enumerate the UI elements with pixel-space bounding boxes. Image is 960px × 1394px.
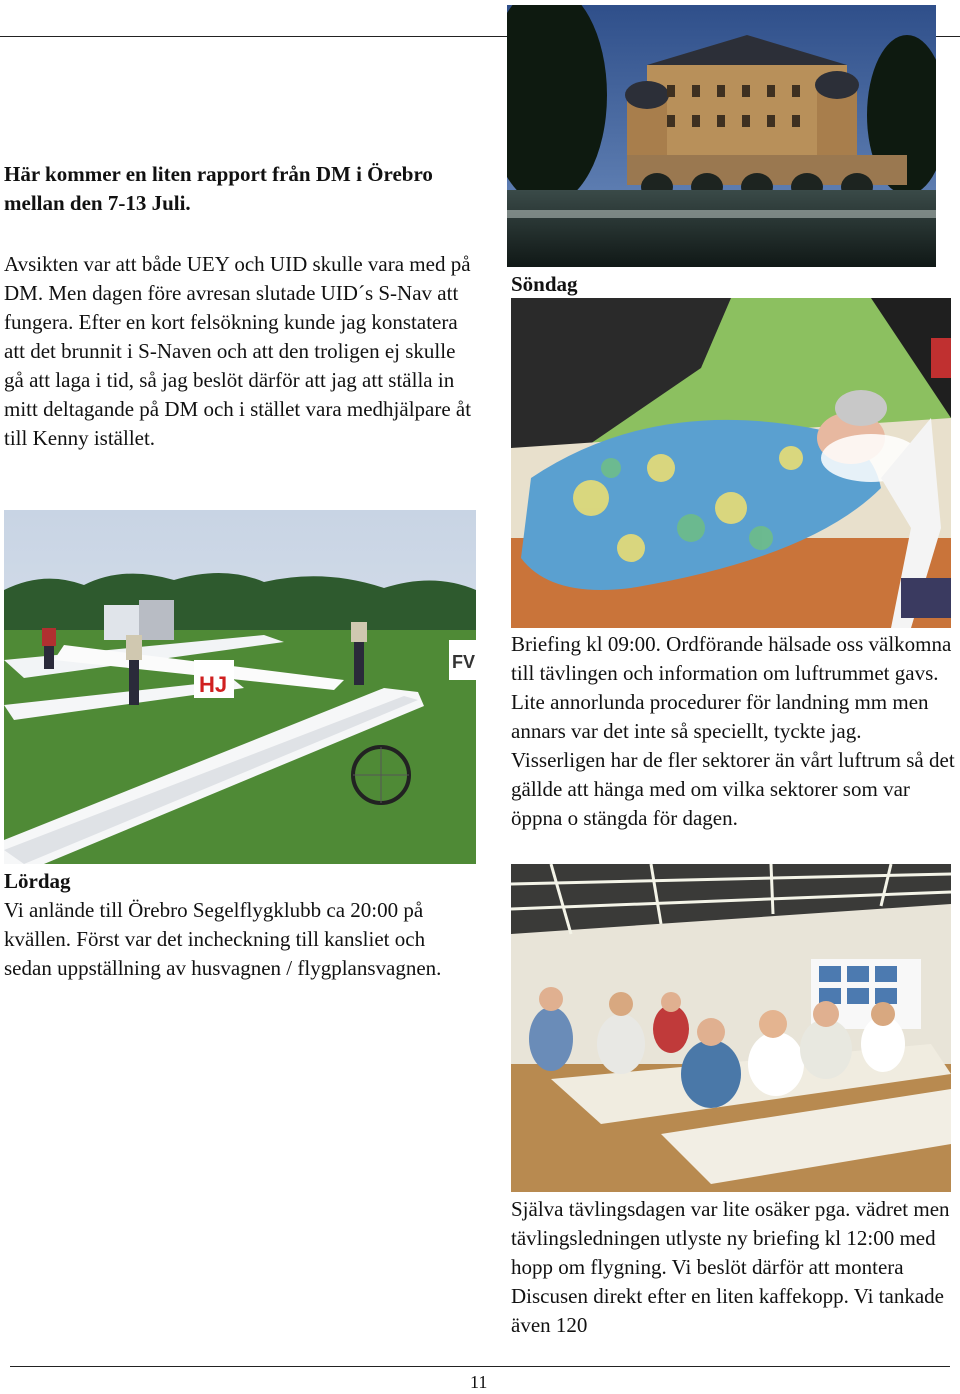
sondag-body: Briefing kl 09:00. Ordförande hälsade oss välkomna till tävlingen och information om luftrummet gavs. Lite annorlunda procedurer för landning mm men annars var det inte så speciellt, tyckte jag. Visserligen har de fler sektorer än vårt luftrum så det gällde att hänga med om vilka sektorer som var öppna o stängda för dagen. — [511, 632, 955, 830]
sleeping-photo — [511, 298, 951, 628]
intro-body: Avsikten var att både UEY och UID skulle vara med på DM. Men dagen före avresan slutade UID´s S-Nav att fungera. Efter en kort felsökning kunde jag konstatera att det brunnit i S-Naven och att den troligen ej skulle gå att laga i tid, så jag beslöt därför att jag att ställa in mitt deltagande på DM och i stället vara medhjälpare åt till Kenny istället. — [4, 252, 472, 450]
lordag-body: Vi anlände till Örebro Segelflygklubb ca 20:00 på kvällen. Först var det incheckning till kansliet och sedan uppställning av husvagnen / flygplansvagnen. — [4, 898, 442, 980]
castle-photo — [507, 5, 936, 267]
briefing-photo — [511, 864, 951, 1192]
page-number: 11 — [470, 1372, 488, 1392]
gliders-photo — [4, 510, 476, 864]
tavling-body: Själva tävlingsdagen var lite osäker pga. vädret men tävlingsledningen utlyste ny briefing kl 12:00 med hopp om flygning. Vi beslöt därför att montera Discusen direkt efter en liten kaffekopp. Vi tankade även 120 — [511, 1197, 950, 1337]
bottom-rule — [10, 1366, 950, 1367]
sondag-heading: Söndag — [511, 272, 578, 296]
glider-tail-hj: HJ — [199, 672, 228, 697]
glider-tail-fv: FV — [452, 652, 476, 672]
intro-heading: Här kommer en liten rapport från DM i Örebro mellan den 7-13 Juli. — [4, 162, 433, 215]
lordag-heading: Lördag — [4, 869, 71, 893]
